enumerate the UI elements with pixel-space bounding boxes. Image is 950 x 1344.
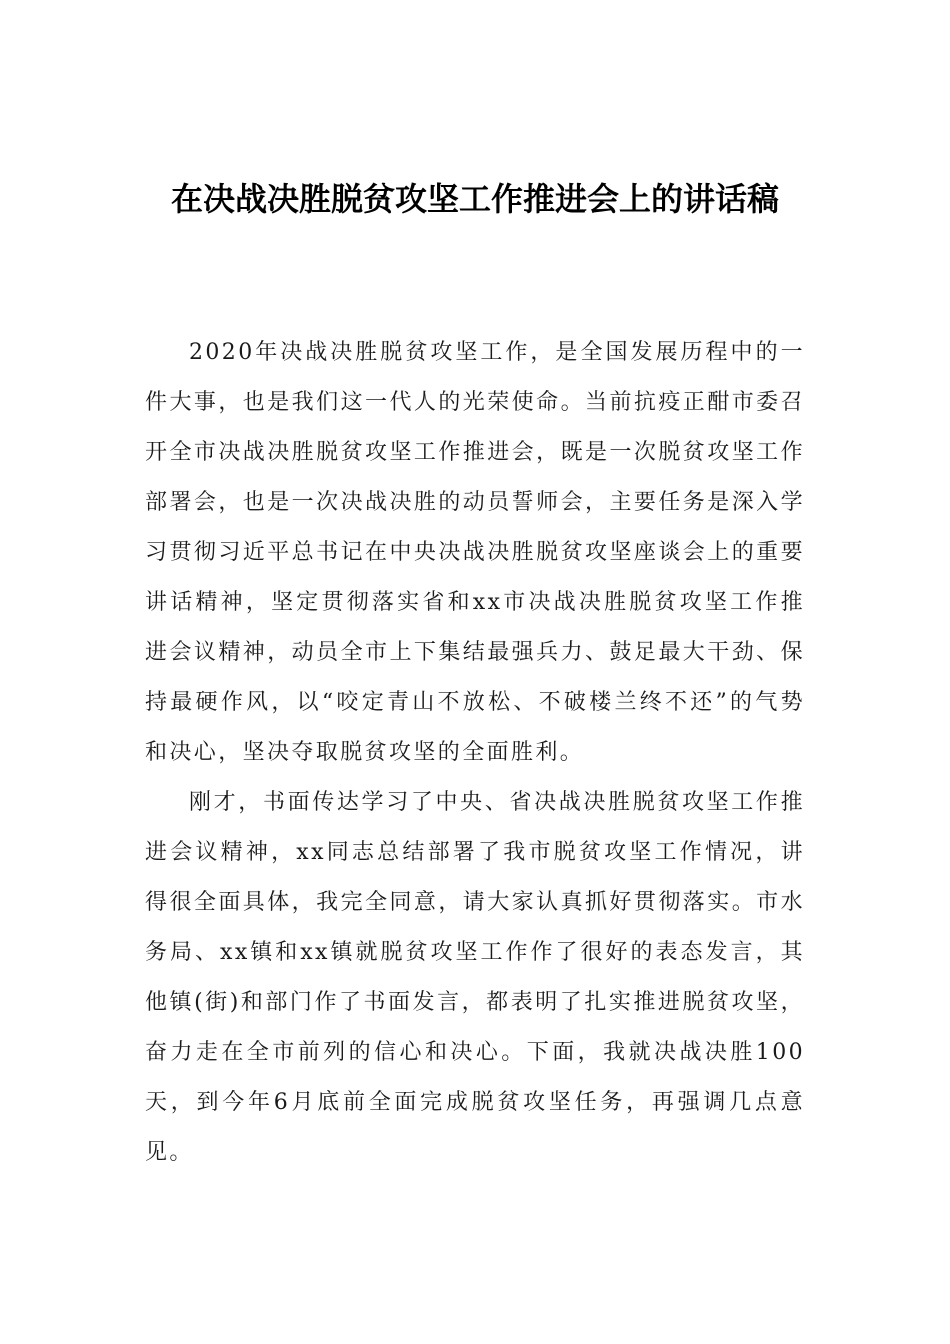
document-body [145,328,805,1178]
paragraph-1: 2020年决战决胜脱贫攻坚工作，是全国发展历程中的一件大事，也是我们这一代人的光荣使命。当前抗疫正酣市委召开全市决战决胜脱贫攻坚工作推进会，既是一次脱贫攻坚工作部署会，也是一次决战决胜的动员誓师会，主要任务是深入学习贯彻习近平总书记在中央决战决胜脱贫攻坚座谈会上的重要讲话精神，坚定贯彻落实省和xx市决战决胜脱贫攻坚工作推进会议精神，动员全市上下集结最强兵力、鼓足最大干劲、保持最硬作风，以“咬定青山不放松、不破楼兰终不还”的气势和决心，坚决夺取脱贫攻坚的全面胜利。 [145,340,805,765]
document-title: 在决战决胜脱贫攻坚工作推进会上的讲话稿 [170,180,779,218]
paragraph-2: 刚才，书面传达学习了中央、省决战决胜脱贫攻坚工作推进会议精神，xx同志总结部署了我市脱贫攻坚工作情况，讲得很全面具体，我完全同意，请大家认真抓好贯彻落实。市水务局、xx镇和xx镇就脱贫攻坚工作作了很好的表态发言，其他镇(街)和部门作了书面发言，都表明了扎实推进脱贫攻坚，奋力走在全市前列的信心和决心。下面，我就决战决胜100天，到今年6月底前全面完成脱贫攻坚任务，再强调几点意见。 [145,790,805,1165]
